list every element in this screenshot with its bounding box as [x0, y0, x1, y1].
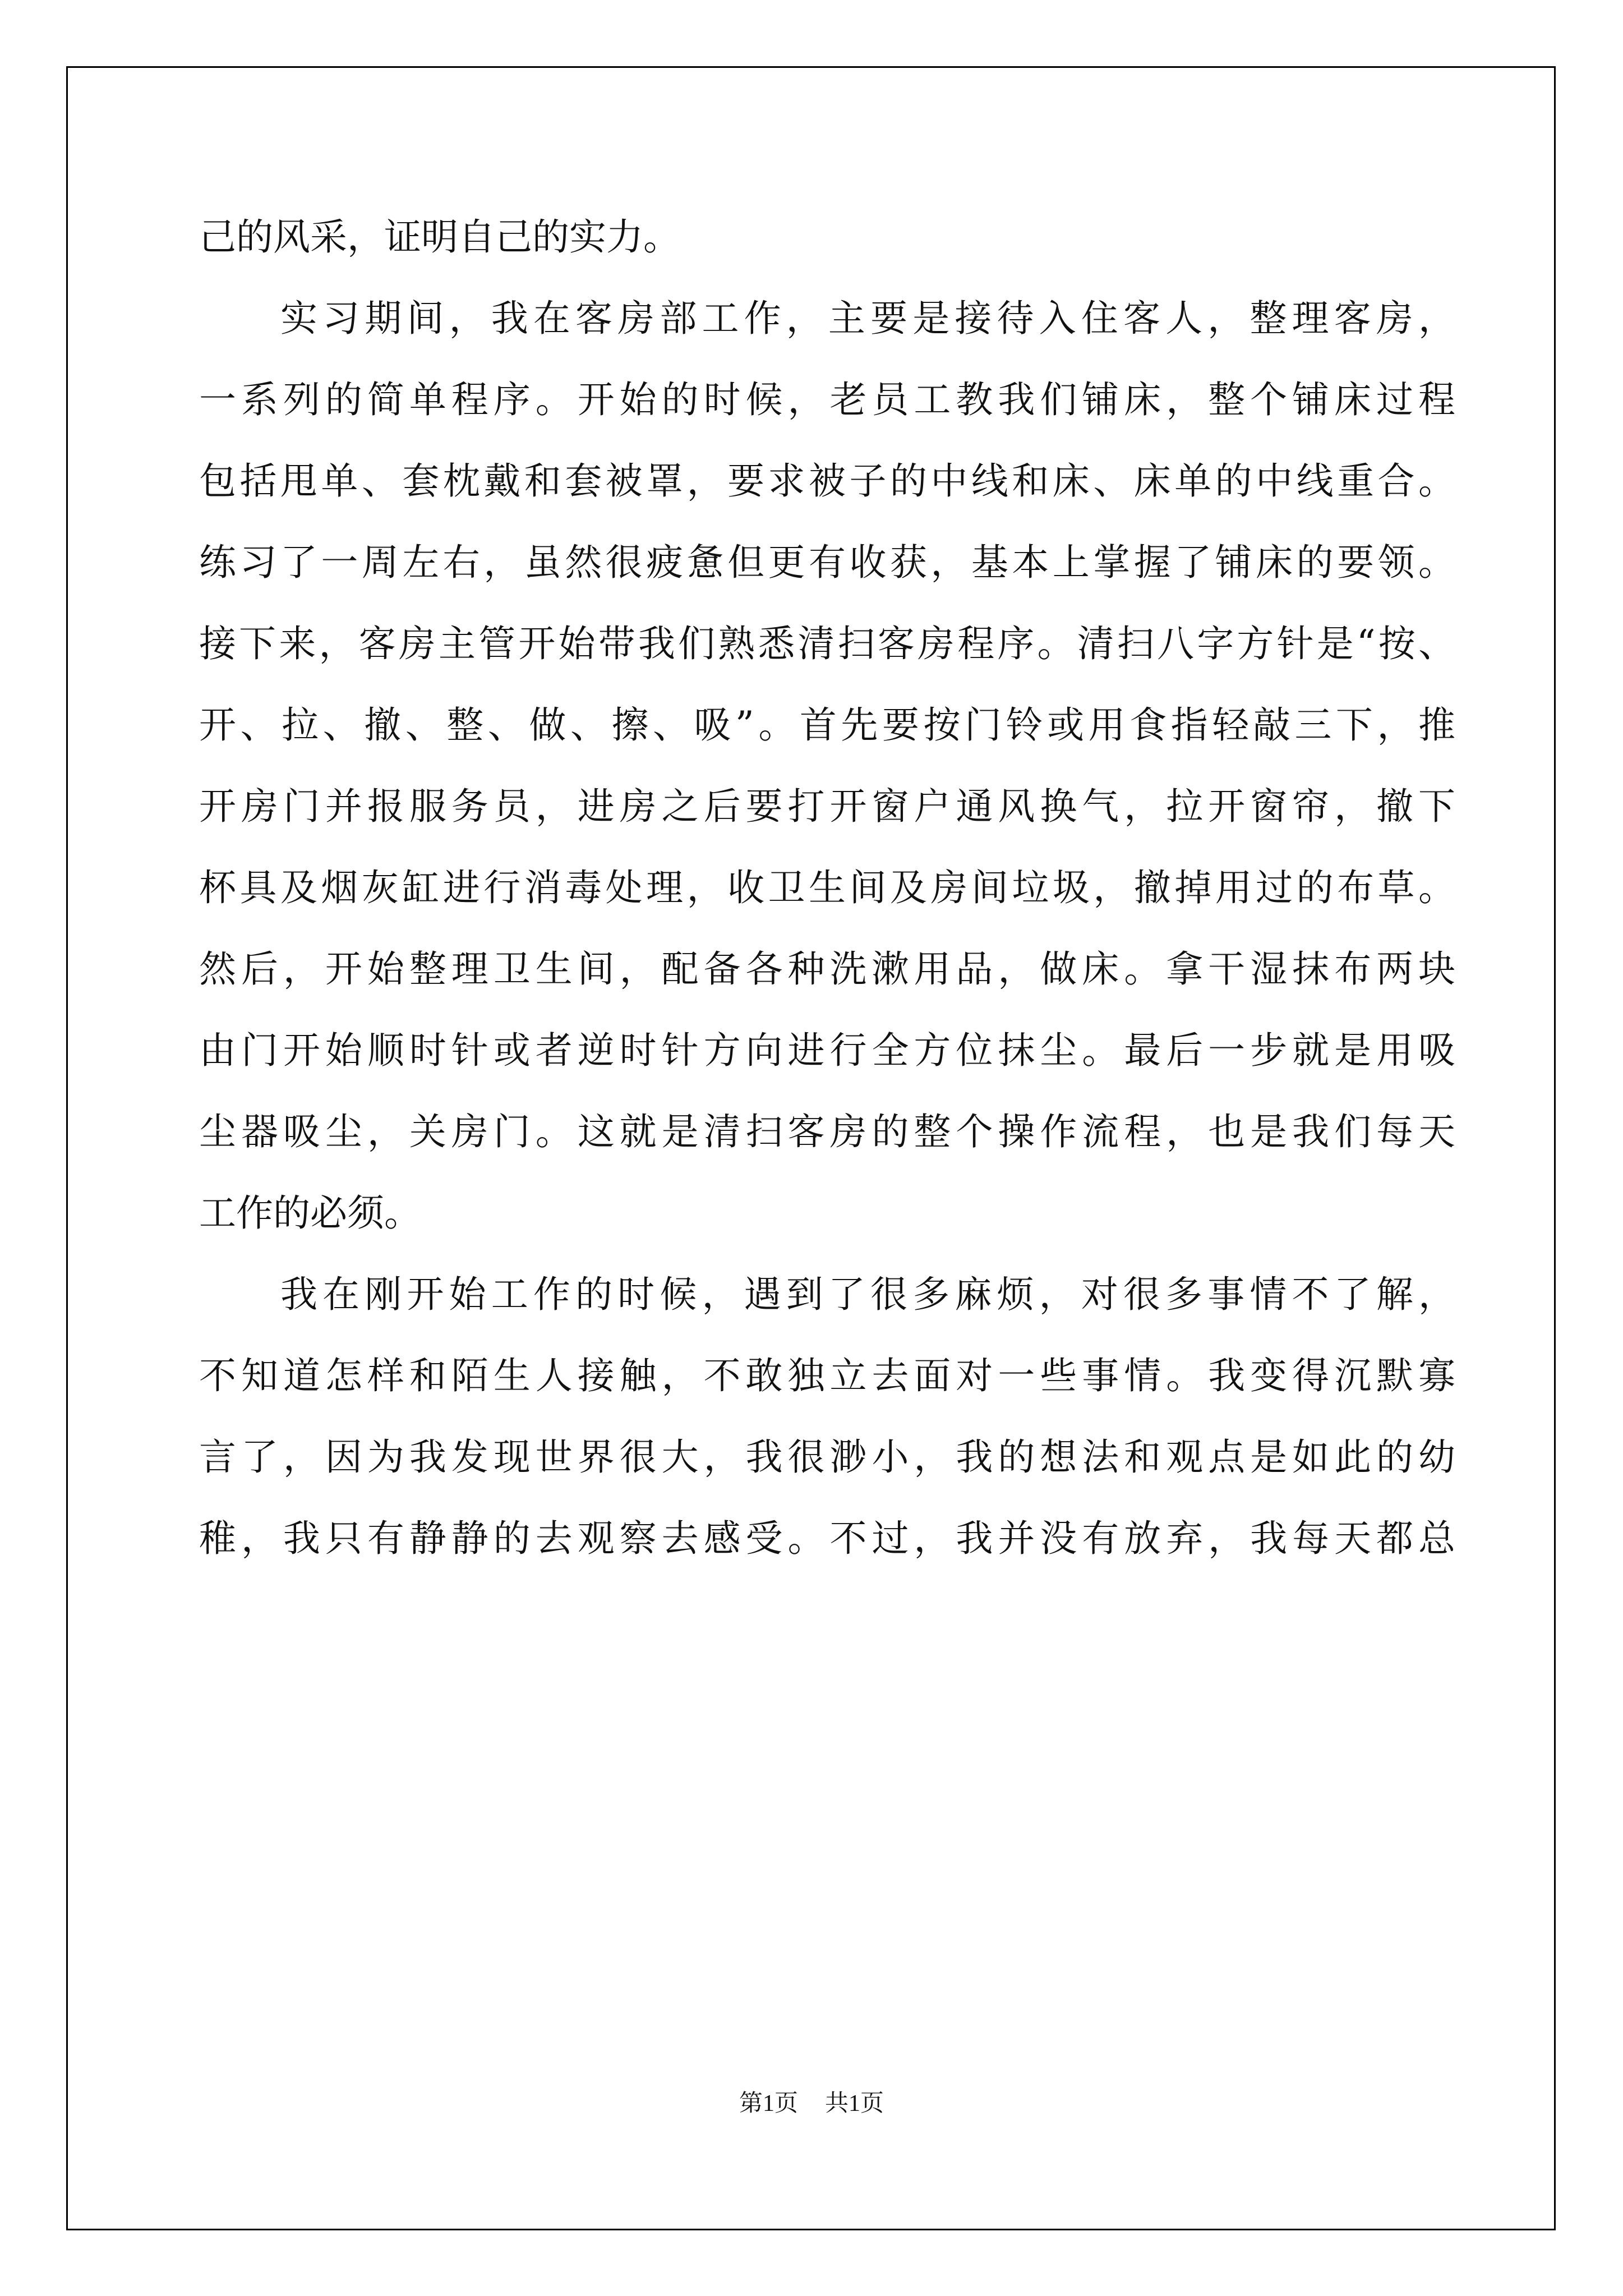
body-line-1: 己的风采，证明自己的实力。 — [199, 215, 680, 259]
body-line-8: 开房门并报服务员，进房之后要打开窗户通风换气，拉开窗帘，撤下 — [199, 785, 1455, 828]
body-line-9: 杯具及烟灰缸进行消毒处理，收卫生间及房间垃圾，撤掉用过的布草。 — [199, 866, 1455, 909]
body-line-4: 包括甩单、套枕戴和套被罩，要求被子的中线和床、床单的中线重合。 — [199, 459, 1455, 503]
body-line-5: 练习了一周左右，虽然很疲惫但更有收获，基本上掌握了铺床的要领。 — [199, 541, 1455, 584]
body-line-13: 工作的必须。 — [199, 1191, 421, 1235]
body-line-3: 一系列的简单程序。开始的时候，老员工教我们铺床，整个铺床过程 — [199, 378, 1455, 421]
paragraph-start-line: 实习期间，我在客房部工作，主要是接待入住客人，整理客房， — [280, 297, 1455, 340]
page-number: 第1页 — [739, 2091, 798, 2116]
body-line-16: 言了，因为我发现世界很大，我很渺小，我的想法和观点是如此的幼 — [199, 1435, 1455, 1479]
body-line-12: 尘器吸尘，关房门。这就是清扫客房的整个操作流程，也是我们每天 — [199, 1110, 1455, 1153]
body-line-11: 由门开始顺时针或者逆时针方向进行全方位抹尘。最后一步就是用吸 — [199, 1029, 1455, 1072]
body-line-10: 然后，开始整理卫生间，配备各种洗漱用品，做床。拿干湿抹布两块 — [199, 947, 1455, 991]
body-line-6: 接下来，客房主管开始带我们熟悉清扫客房程序。清扫八字方针是“按、 — [199, 622, 1455, 665]
body-line-15: 不知道怎样和陌生人接触，不敢独立去面对一些事情。我变得沉默寡 — [199, 1354, 1455, 1397]
body-line-17: 稚，我只有静静的去观察去感受。不过，我并没有放弃，我每天都总 — [199, 1517, 1455, 1560]
page-footer — [0, 2087, 1623, 2120]
paragraph-start-line: 我在刚开始工作的时候，遇到了很多麻烦，对很多事情不了解， — [280, 1273, 1455, 1316]
body-line-7: 开、拉、撤、整、做、擦、吸”。首先要按门铃或用食指轻敲三下，推 — [199, 703, 1455, 747]
page-total: 共1页 — [825, 2091, 884, 2116]
